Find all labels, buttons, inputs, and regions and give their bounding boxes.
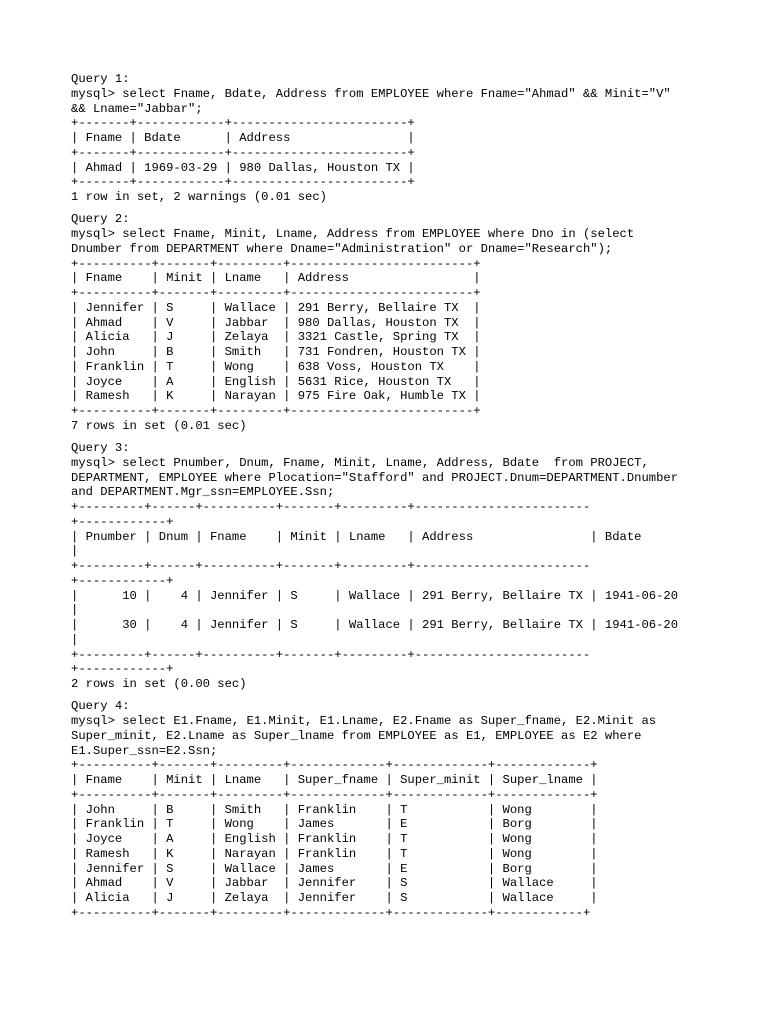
query-4-table-border: +----------+-------+---------+-------------+-------------+-------------+ (71, 787, 598, 802)
query-3-table-row: | 30 | 4 | Jennifer | S | Wallace | 291 Berry, Bellaire TX | 1941-06-20 (71, 618, 679, 632)
query-1-label: Query 1: (71, 72, 130, 86)
query-4-table-row: | Ahmad | V | Jabbar | Jennifer | S | Wallace | (71, 876, 598, 891)
query-4-block (71, 699, 761, 920)
query-2-table-row: | Jennifer | S | Wallace | 291 Berry, Bellaire TX | (71, 300, 481, 315)
query-2-table-row: | Joyce | A | English | 5631 Rice, Houston TX | (71, 374, 481, 389)
query-4-table-row: | John | B | Smith | Franklin | T | Wong | (71, 802, 598, 817)
query-3-summary: 2 rows in set (0.00 sec) (71, 677, 247, 691)
query-4-sql-line: E1.Super_ssn=E2.Ssn; (71, 743, 218, 758)
query-2-table-border: +----------+-------+---------+-------------------------+ (71, 286, 481, 300)
query-2-table-border: +----------+-------+---------+-------------------------+ (71, 256, 481, 271)
query-1-summary: 1 row in set, 2 warnings (0.01 sec) (71, 190, 327, 204)
query-3-table-border-wrap: +------------+ (71, 514, 174, 529)
query-2-summary: 7 rows in set (0.01 sec) (71, 418, 247, 433)
query-2-table-row: | Ahmad | V | Jabbar | 980 Dallas, Houston TX | (71, 315, 481, 330)
query-4-table-border: +----------+-------+---------+-------------+-------------+-------------+ (71, 758, 598, 773)
query-2-table-row: | John | B | Smith | 731 Fondren, Houston TX | (71, 345, 481, 359)
query-1-block (71, 72, 761, 205)
query-2-table-row: | Alicia | J | Zelaya | 3321 Castle, Spring TX | (71, 330, 481, 345)
query-3-label: Query 3: (71, 441, 130, 455)
query-4-table-row: | Joyce | A | English | Franklin | T | Wong | (71, 832, 598, 846)
query-2-table-header: | Fname | Minit | Lname | Address | (71, 271, 481, 286)
query-1-table-border: +-------+------------+------------------------+ (71, 175, 415, 190)
query-2-label: Query 2: (71, 212, 130, 227)
query-3-table-border: +---------+------+----------+-------+---------+------------------------ (71, 647, 591, 662)
query-4-table-row: | Ramesh | K | Narayan | Franklin | T | Wong | (71, 846, 598, 861)
query-3-sql-line: and DEPARTMENT.Mgr_ssn=EMPLOYEE.Ssn; (71, 485, 335, 500)
query-2-sql-line: mysql> select Fname, Minit, Lname, Address from EMPLOYEE where Dno in (select (71, 227, 635, 241)
query-1-table-header: | Fname | Bdate | Address | (71, 131, 415, 145)
query-2-block (71, 212, 761, 433)
query-3-sql-line: mysql> select Pnumber, Dnum, Fname, Minit, Lname, Address, Bdate from PROJECT, (71, 455, 649, 470)
query-4-table-row: | Alicia | J | Zelaya | Jennifer | S | Wallace | (71, 891, 598, 905)
query-4-table-row: | Franklin | T | Wong | James | E | Borg | (71, 817, 598, 832)
query-3-table-row-wrap: | (71, 603, 79, 618)
query-1-sql-line: mysql> select Fname, Bdate, Address from EMPLOYEE where Fname="Ahmad" && Minit="V" (71, 86, 671, 101)
query-3-table-header-wrap: | (71, 544, 79, 559)
query-3-table-border: +---------+------+----------+-------+---------+------------------------ (71, 559, 591, 573)
query-3-table-border: +---------+------+----------+-------+---------+------------------------ (71, 500, 591, 514)
query-4-label: Query 4: (71, 699, 130, 714)
query-3-table-border-wrap: +------------+ (71, 573, 174, 588)
query-4-table-border: +----------+-------+---------+-------------+-------------+------------+ (71, 905, 591, 920)
document-page (71, 72, 761, 921)
query-3-table-header: | Pnumber | Dnum | Fname | Minit | Lname | Address | Bdate (71, 529, 642, 544)
query-1-sql-line: && Lname="Jabbar"; (71, 101, 203, 116)
query-3-table-row-wrap: | (71, 632, 79, 647)
query-3-table-border-wrap: +------------+ (71, 662, 174, 677)
query-4-sql-line: Super_minit, E2.Lname as Super_lname from EMPLOYEE as E1, EMPLOYEE as E2 where (71, 728, 642, 743)
query-1-table-border: +-------+------------+------------------------+ (71, 116, 415, 131)
query-4-table-header: | Fname | Minit | Lname | Super_fname | Super_minit | Super_lname | (71, 773, 598, 787)
query-4-sql-line: mysql> select E1.Fname, E1.Minit, E1.Lname, E2.Fname as Super_fname, E2.Minit as (71, 714, 657, 728)
query-1-table-border: +-------+------------+------------------------+ (71, 145, 415, 160)
query-2-table-border: +----------+-------+---------+-------------------------+ (71, 404, 481, 418)
query-1-table-row: | Ahmad | 1969-03-29 | 980 Dallas, Houston TX | (71, 160, 415, 175)
query-2-table-row: | Ramesh | K | Narayan | 975 Fire Oak, Humble TX | (71, 389, 481, 404)
query-2-sql-line: Dnumber from DEPARTMENT where Dname="Administration" or Dname="Research"); (71, 241, 613, 256)
query-4-table-row: | Jennifer | S | Wallace | James | E | Borg | (71, 861, 598, 876)
query-3-sql-line: DEPARTMENT, EMPLOYEE where Plocation="Stafford" and PROJECT.Dnum=DEPARTMENT.Dnumber (71, 470, 679, 485)
query-3-table-row: | 10 | 4 | Jennifer | S | Wallace | 291 Berry, Bellaire TX | 1941-06-20 (71, 588, 679, 603)
query-2-table-row: | Franklin | T | Wong | 638 Voss, Houston TX | (71, 359, 481, 374)
query-3-block (71, 441, 761, 692)
